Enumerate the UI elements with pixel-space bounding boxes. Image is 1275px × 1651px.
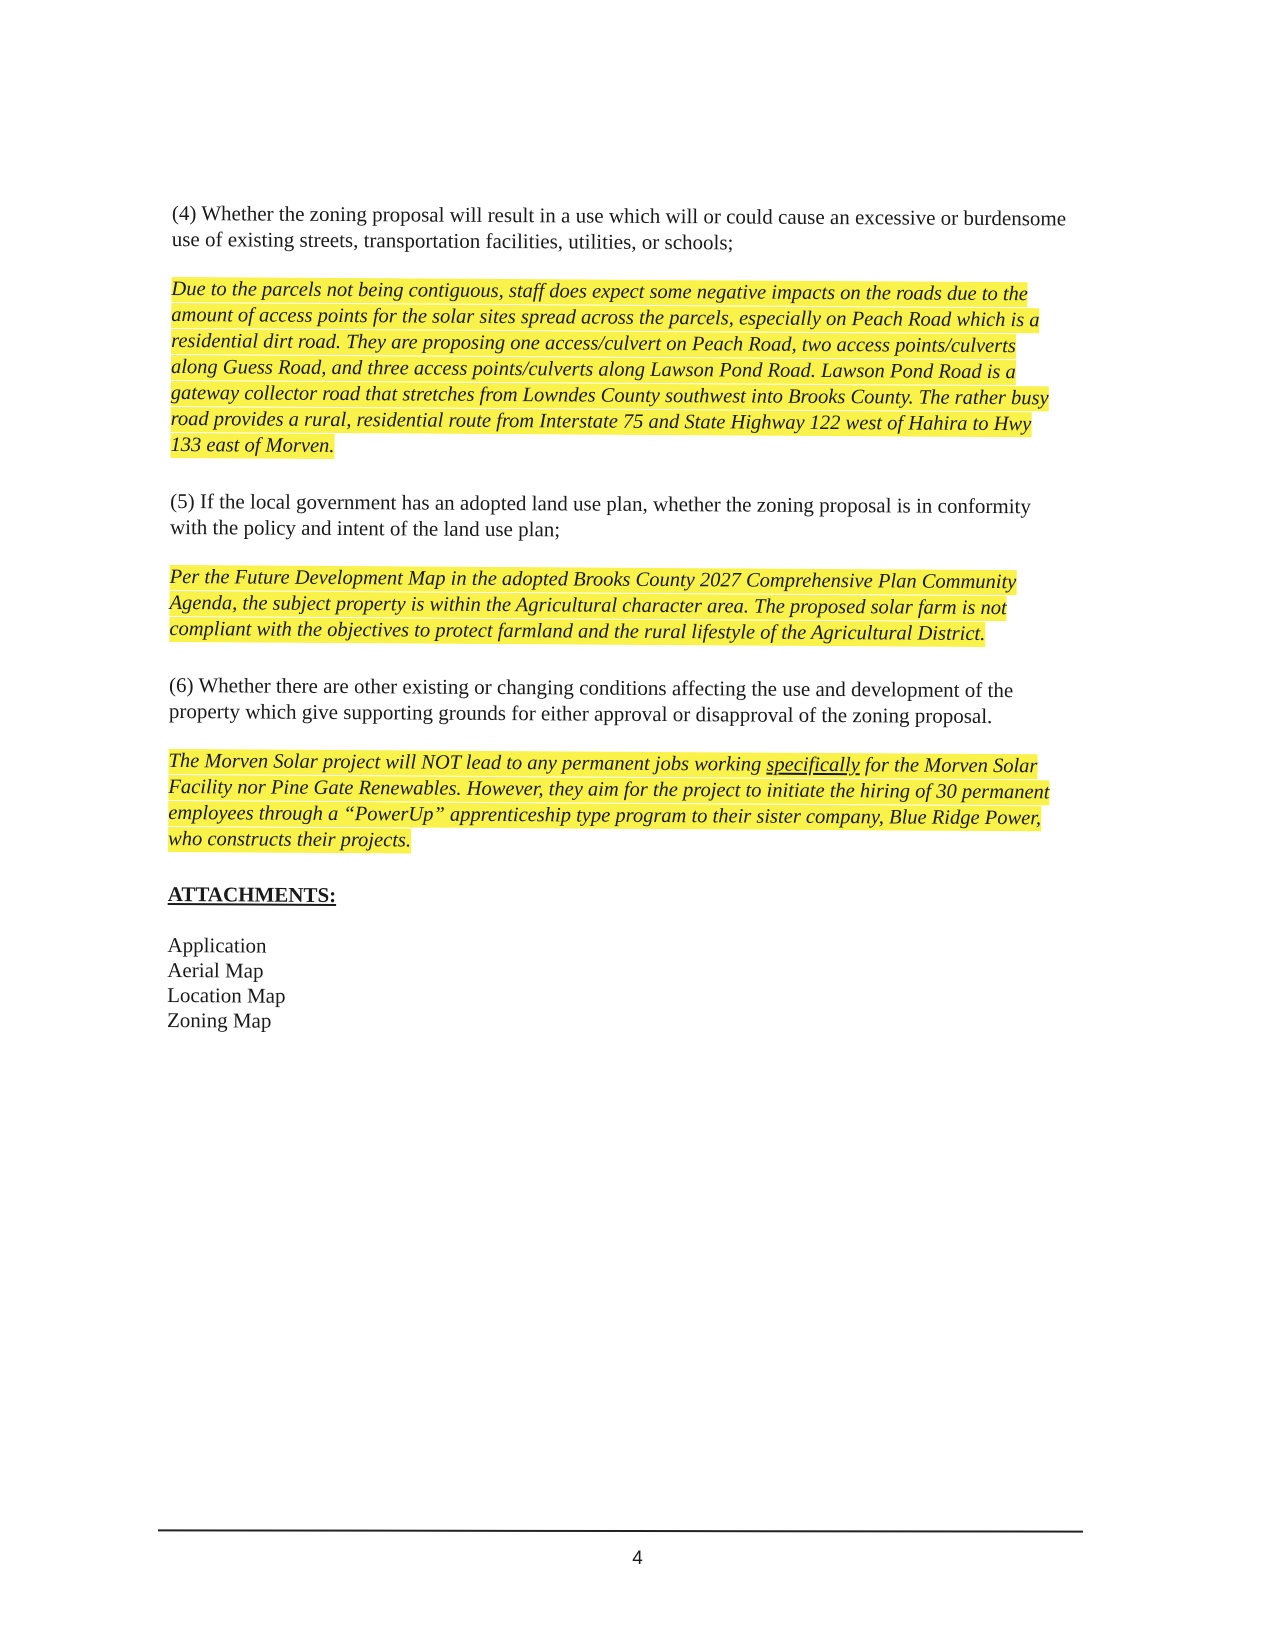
criterion-5-question: (5) If the local government has an adopted land use plan, whether the zoning proposal is in conformity with the policy and intent of the land use plan; <box>169 488 1031 542</box>
document-body <box>167 200 1067 1038</box>
underlined-emphasis: specifically <box>766 753 860 777</box>
page-number: 4 <box>632 1548 643 1569</box>
attachments-list <box>167 933 1063 1038</box>
attachment-item: Location Map <box>167 982 286 1008</box>
criterion-4-finding <box>170 276 1066 463</box>
attachment-item: Zoning Map <box>166 1007 272 1033</box>
highlighted-text <box>168 749 1050 853</box>
criterion-4-question: (4) Whether the zoning proposal will result in a use which will or could cause an excessive or burdensome use of existing streets, transportation facilities, utilities, or schools; <box>171 200 1067 255</box>
criterion-6-finding <box>168 748 1064 857</box>
footer-rule <box>158 1529 1083 1532</box>
attachments-heading: ATTACHMENTS: <box>167 881 337 908</box>
criterion-6-question: (6) Whether there are other existing or changing conditions affecting the use and development of the property which give supporting grounds for either approval or disapproval of the zoning proposal. <box>168 672 1014 729</box>
finding-text-after: for the Morven Solar Facility nor Pine Gate Renewables. However, they aim for the project to initiate the hiring of 30 permanent employees through a “PowerUp” apprenticeship type program to their sister company, Blue Ridge Power, who constructs their projects. <box>168 754 1050 852</box>
attachment-item: Application <box>167 932 267 958</box>
criterion-5-finding <box>169 564 1064 647</box>
finding-text-before: The Morven Solar project will NOT lead to any permanent jobs working <box>168 749 767 776</box>
attachment-item: Aerial Map <box>167 957 264 983</box>
highlighted-text: Per the Future Development Map in the adopted Brooks County 2027 Comprehensive Plan Community Agenda, the subject property is within the Agricultural character area. The proposed solar farm is not compliant with the objectives to protect farmland and the rural lifestyle of the Agricultural District. <box>169 565 1017 645</box>
highlighted-text: Due to the parcels not being contiguous, staff does expect some negative impacts on the roads due to the amount of access points for the solar sites spread across the parcels, especially on Peach Road which is a residential dirt road. They are proposing one access/culvert on Peach Road, two access points/culverts along Guess Road, and three access points/culverts along Lawson Pond Road. Lawson Pond Road is a gateway collector road that stretches from Lowndes County southwest into Brooks County. The rather busy road provides a rural, residential route from Interstate 75 and State Highway 122 west of Hahira to Hwy 133 east of Morven. <box>170 277 1049 457</box>
